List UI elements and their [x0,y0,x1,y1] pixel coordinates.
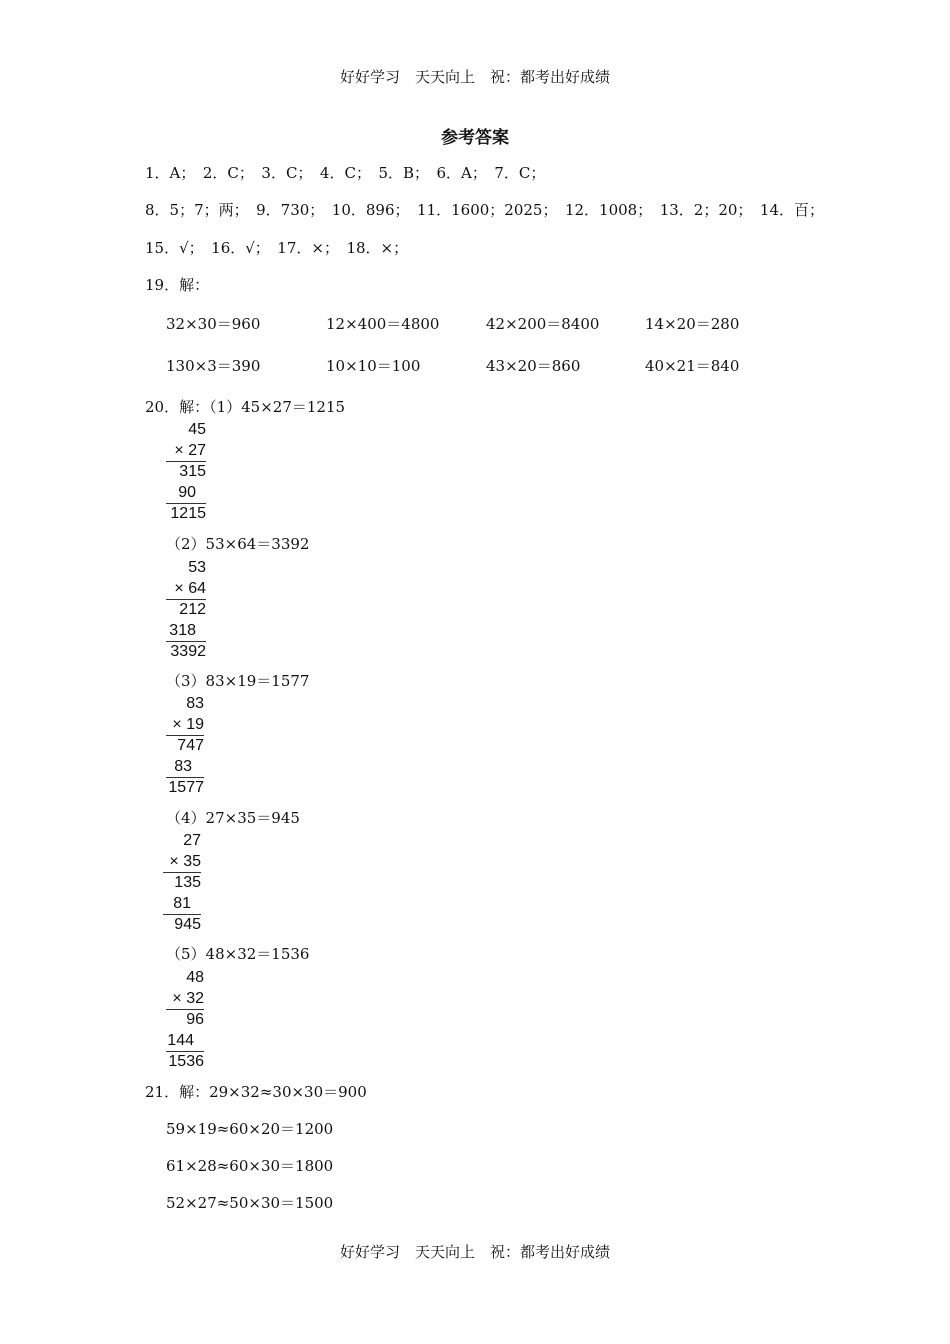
partial-product-1: 135 [174,874,201,891]
partial-product-2: 83 [174,757,192,775]
multiplier: × 19 [172,715,204,733]
q19-cell: 12×400＝4800 [326,315,440,333]
q19-cell: 130×3＝390 [166,357,261,375]
partial-product-2: 144 [167,1031,194,1049]
partial-product-1: 96 [186,1011,204,1028]
product: 1215 [170,505,206,522]
vertical-multiplication-3 [166,694,204,799]
partial-product-1: 212 [179,601,206,618]
vertical-multiplication-5 [166,968,204,1073]
partial-product-2: 318 [169,621,196,639]
q19-label: 19．解： [145,276,210,294]
partial-product-1: 315 [179,463,206,480]
product: 945 [174,916,201,933]
q20-eq-5: （5）48×32＝1536 [166,945,310,963]
q19-cell: 42×200＝8400 [486,315,600,333]
multiplier: × 32 [172,989,204,1007]
page-header: 好好学习 天天向上 祝：都考出好成绩 [339,68,610,86]
page-title: 参考答案 [441,128,509,148]
page-footer: 好好学习 天天向上 祝：都考出好成绩 [339,1243,610,1261]
partial-product-1: 747 [177,737,204,754]
q19-cell: 10×10＝100 [326,357,421,375]
multiplicand: 27 [183,832,201,849]
q20-prefix: 20．解： [145,398,210,416]
q21-line: 59×19≈60×20＝1200 [166,1120,334,1138]
q21-line: 61×28≈60×30＝1800 [166,1157,334,1175]
multiplier: × 35 [169,852,201,870]
multiplicand: 48 [186,969,204,986]
product: 1536 [168,1053,204,1070]
partial-product-2: 81 [173,894,191,912]
q21-first: 21．解：29×32≈30×30＝900 [145,1083,367,1101]
multiplicand: 45 [188,421,206,438]
q20-eq-4: （4）27×35＝945 [166,809,300,827]
answers-1-7: 1．A； 2．C； 3．C； 4．C； 5．B； 6．A； 7．C； [145,164,546,182]
multiplicand: 53 [188,559,206,576]
vertical-multiplication-2 [166,558,206,663]
multiplier: × 27 [174,441,206,459]
vertical-multiplication-1 [166,420,206,525]
q19-cell: 43×20＝860 [486,357,581,375]
product: 1577 [168,779,204,796]
answers-8-14: 8．5；7；两； 9．730； 10．896； 11．1600；2025； 12．1008； 13．2；20； 14．百； [145,201,825,219]
q20-eq-3: （3）83×19＝1577 [166,672,310,690]
q19-cell: 40×21＝840 [645,357,740,375]
q21-line: 52×27≈50×30＝1500 [166,1194,334,1212]
multiplier: × 64 [174,579,206,597]
q19-cell: 14×20＝280 [645,315,740,333]
q20-label [145,396,345,417]
vertical-multiplication-4 [163,831,201,936]
q19-cell: 32×30＝960 [166,315,261,333]
answers-15-18: 15．√； 16．√； 17．×； 18．×； [145,239,409,257]
product: 3392 [170,643,206,660]
q20-eq-1: （1）45×27＝1215 [209,398,346,416]
multiplicand: 83 [186,695,204,712]
q20-eq-2: （2）53×64＝3392 [166,535,310,553]
partial-product-2: 90 [178,483,196,501]
